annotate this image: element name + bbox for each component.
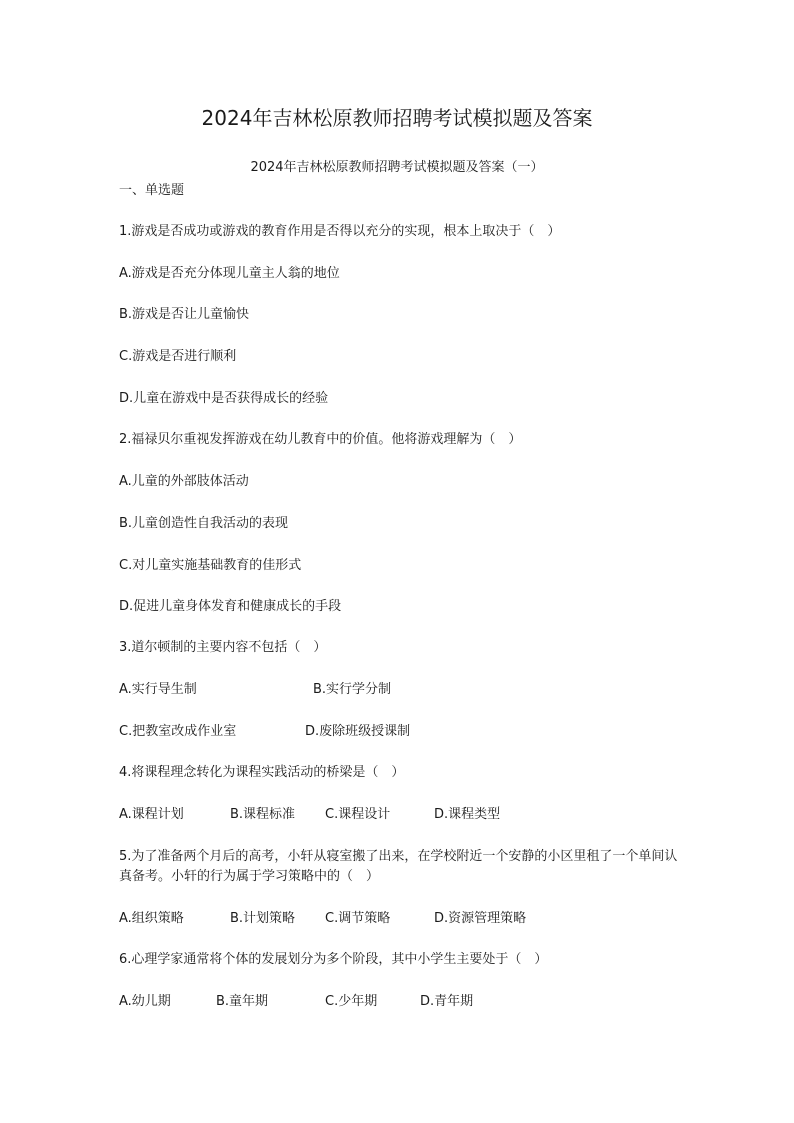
question-3-stem: 3.道尔顿制的主要内容不包括（ ） bbox=[119, 640, 327, 655]
question-6-option-c: C.少年期 bbox=[325, 994, 378, 1009]
question-4-option-d: D.课程类型 bbox=[434, 807, 501, 822]
question-1-stem: 1.游戏是否成功或游戏的教育作用是否得以充分的实现，根本上取决于（ ） bbox=[119, 224, 561, 239]
question-4-option-c: C.课程设计 bbox=[325, 807, 391, 822]
question-4-option-b: B.课程标准 bbox=[230, 807, 296, 822]
question-6-option-a: A.幼儿期 bbox=[119, 994, 171, 1009]
question-5-stem: 5.为了准备两个月后的高考，小轩从寝室搬了出来，在学校附近一个安静的小区里租了一个单间认真备考。小轩的行为属于学习策略中的（ ） bbox=[119, 849, 678, 884]
question-4-stem: 4.将课程理念转化为课程实践活动的桥梁是（ ） bbox=[119, 765, 405, 780]
question-1-option-c: C.游戏是否进行顺利 bbox=[119, 349, 237, 364]
question-5-option-c: C.调节策略 bbox=[325, 911, 391, 926]
question-6-option-b: B.童年期 bbox=[216, 994, 269, 1009]
question-6-option-d: D.青年期 bbox=[420, 994, 474, 1009]
question-5-option-b: B.计划策略 bbox=[230, 911, 296, 926]
document-subtitle: 2024年吉林松原教师招聘考试模拟题及答案（一） bbox=[250, 160, 544, 175]
question-3-option-d: D.废除班级授课制 bbox=[305, 724, 411, 739]
question-2-stem: 2.福禄贝尔重视发挥游戏在幼儿教育中的价值。他将游戏理解为（ ） bbox=[119, 432, 522, 447]
section-heading: 一、单选题 bbox=[119, 183, 185, 198]
question-2-option-b: B.儿童创造性自我活动的表现 bbox=[119, 516, 289, 531]
question-6-stem: 6.心理学家通常将个体的发展划分为多个阶段，其中小学生主要处于（ ） bbox=[119, 952, 548, 967]
question-1-option-d: D.儿童在游戏中是否获得成长的经验 bbox=[119, 391, 329, 406]
document-title: 2024年吉林松原教师招聘考试模拟题及答案 bbox=[201, 106, 593, 130]
question-3-option-c: C.把教室改成作业室 bbox=[119, 724, 237, 739]
question-1-option-a: A.游戏是否充分体现儿童主人翁的地位 bbox=[119, 266, 340, 281]
question-3-option-a: A.实行导生制 bbox=[119, 682, 197, 697]
question-5-option-a: A.组织策略 bbox=[119, 911, 184, 926]
question-1-option-b: B.游戏是否让儿童愉快 bbox=[119, 307, 250, 322]
question-3-option-b: B.实行学分制 bbox=[313, 682, 392, 697]
question-4-option-a: A.课程计划 bbox=[119, 807, 184, 822]
question-2-option-c: C.对儿童实施基础教育的佳形式 bbox=[119, 558, 302, 573]
question-5-option-d: D.资源管理策略 bbox=[434, 911, 527, 926]
question-2-option-a: A.儿童的外部肢体活动 bbox=[119, 474, 249, 489]
question-2-option-d: D.促进儿童身体发育和健康成长的手段 bbox=[119, 599, 342, 614]
